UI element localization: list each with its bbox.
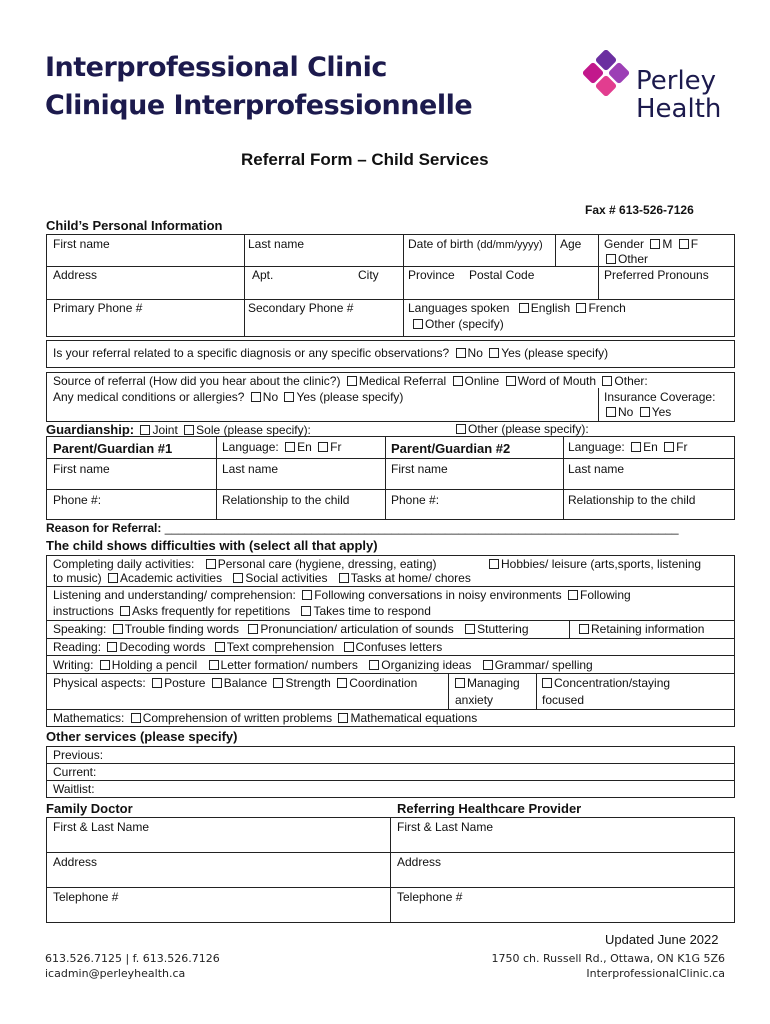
french-checkbox[interactable] <box>576 303 586 313</box>
guardian-2-heading: Parent/Guardian #2 <box>391 441 511 456</box>
gender-other-checkbox[interactable] <box>606 254 616 264</box>
child-first-name-field[interactable]: First name <box>53 237 110 251</box>
g2-fr-checkbox[interactable] <box>664 442 674 452</box>
hobbies-checkbox[interactable] <box>489 559 499 569</box>
source-label: Source of referral (How did you hear about the clinic?) <box>53 374 341 388</box>
g2-en-checkbox[interactable] <box>631 442 641 452</box>
child-info-heading: Child’s Personal Information <box>46 218 223 233</box>
pencil-checkbox[interactable] <box>100 660 110 670</box>
english-checkbox[interactable] <box>519 303 529 313</box>
footer-website[interactable]: InterprofessionalClinic.ca <box>586 967 725 980</box>
mathematics-row <box>53 711 477 726</box>
confuses-label: Confuses letters <box>355 640 443 654</box>
gender-other-label: Other <box>618 252 649 266</box>
noisy-checkbox[interactable] <box>302 590 312 600</box>
child-city-field[interactable]: City <box>358 268 379 282</box>
focused-label: focused <box>542 693 585 707</box>
tasks-home-label: Tasks at home/ chores <box>350 571 471 585</box>
child-pronouns-field[interactable]: Preferred Pronouns <box>604 268 709 282</box>
gender-m-label: M <box>662 237 673 251</box>
managing-checkbox[interactable] <box>455 678 465 688</box>
language-other-label: Other (specify) <box>425 317 504 331</box>
takes-time-label: Takes time to respond <box>313 604 431 618</box>
stuttering-checkbox[interactable] <box>465 624 475 634</box>
language-other-checkbox[interactable] <box>413 319 423 329</box>
finding-words-label: Trouble finding words <box>124 622 239 636</box>
academic-checkbox[interactable] <box>108 573 118 583</box>
languages-label: Languages spoken <box>408 301 510 315</box>
strength-checkbox[interactable] <box>273 678 283 688</box>
g1-fr-checkbox[interactable] <box>318 442 328 452</box>
doctor-name-field[interactable]: First & Last Name <box>53 820 150 834</box>
math-label: Mathematics: <box>53 711 125 725</box>
form-title: Referral Form – Child Services <box>241 150 489 169</box>
updated-date: Updated June 2022 <box>605 932 719 947</box>
diagnosis-yes-checkbox[interactable] <box>489 348 499 358</box>
coordination-checkbox[interactable] <box>337 678 347 688</box>
insurance-yes-checkbox[interactable] <box>640 407 650 417</box>
listening-row-2 <box>53 604 431 619</box>
g1-first-name-field[interactable]: First name <box>53 462 110 476</box>
family-doctor-heading: Family Doctor <box>46 801 133 816</box>
g2-en-label: En <box>643 440 658 454</box>
speaking-row <box>53 622 529 637</box>
diagnosis-no-label: No <box>467 346 483 360</box>
physical-label: Physical aspects: <box>53 676 146 690</box>
child-secondary-phone-field[interactable]: Secondary Phone # <box>248 301 354 315</box>
following-checkbox[interactable] <box>568 590 578 600</box>
equations-checkbox[interactable] <box>338 713 348 723</box>
social-checkbox[interactable] <box>233 573 243 583</box>
child-apt-field[interactable]: Apt. <box>252 268 274 282</box>
personal-care-checkbox[interactable] <box>206 559 216 569</box>
concentration-option <box>539 676 670 691</box>
child-address-field[interactable]: Address <box>53 268 98 282</box>
posture-label: Posture <box>164 676 206 690</box>
hobbies-option <box>486 557 701 572</box>
reason-for-referral[interactable] <box>46 521 679 536</box>
insurance-options <box>603 405 671 420</box>
joint-label: Joint <box>152 423 178 437</box>
word-of-mouth-label: Word of Mouth <box>517 374 597 388</box>
retaining-label: Retaining information <box>591 622 705 636</box>
referring-provider-heading: Referring Healthcare Provider <box>397 801 582 816</box>
perley-health-logo-icon <box>583 50 629 96</box>
word-of-mouth-checkbox[interactable] <box>506 376 516 386</box>
text-comp-label: Text comprehension <box>226 640 335 654</box>
letter-formation-label: Letter formation/ numbers <box>220 658 358 672</box>
posture-checkbox[interactable] <box>152 678 162 688</box>
hobbies-label-cont: to music) <box>53 571 102 585</box>
sole-checkbox[interactable] <box>184 425 194 435</box>
source-other-checkbox[interactable] <box>602 376 612 386</box>
dob-label: Date of birth <box>408 237 474 251</box>
sole-label: Sole (please specify): <box>196 423 311 437</box>
gender-f-label: F <box>690 237 699 251</box>
tasks-home-checkbox[interactable] <box>339 573 349 583</box>
pronunciation-checkbox[interactable] <box>248 624 258 634</box>
hobbies-label: Hobbies/ leisure (arts,sports, listening <box>501 557 702 571</box>
guardianship-label: Guardianship: <box>46 422 135 437</box>
conditions-yes-checkbox[interactable] <box>284 392 294 402</box>
conditions-label: Any medical conditions or allergies? <box>53 390 245 404</box>
clinic-name-fr: Clinique Interprofessionnelle <box>45 90 473 121</box>
brand-health: Health <box>636 94 722 124</box>
other-services-heading: Other services (please specify) <box>46 729 238 744</box>
medical-referral-label: Medical Referral <box>358 374 447 388</box>
child-last-name-field[interactable]: Last name <box>248 237 305 251</box>
g2-phone-field[interactable]: Phone #: <box>391 493 440 507</box>
text-comp-checkbox[interactable] <box>215 642 225 652</box>
child-postal-field[interactable]: Postal Code <box>469 268 535 282</box>
gender-m-checkbox[interactable] <box>650 239 660 249</box>
french-label: French <box>588 301 626 315</box>
repetitions-label: Asks frequently for repetitions <box>132 604 291 618</box>
child-primary-phone-field[interactable]: Primary Phone # <box>53 301 143 315</box>
conditions-yes-label: Yes (please specify) <box>296 390 404 404</box>
balance-label: Balance <box>223 676 268 690</box>
online-checkbox[interactable] <box>453 376 463 386</box>
medical-conditions <box>53 390 403 405</box>
diagnosis-yes-label: Yes (please specify) <box>501 346 609 360</box>
decoding-label: Decoding words <box>119 640 206 654</box>
insurance-no-checkbox[interactable] <box>606 407 616 417</box>
g1-phone-field[interactable]: Phone #: <box>53 493 102 507</box>
organizing-label: Organizing ideas <box>381 658 472 672</box>
guardian-1-language <box>222 440 341 455</box>
reason-line: _____________________________________________________________________________ <box>164 521 679 535</box>
stuttering-label: Stuttering <box>477 622 529 636</box>
english-label: English <box>530 301 571 315</box>
conditions-no-checkbox[interactable] <box>251 392 261 402</box>
daily-activities-row-2 <box>53 571 471 586</box>
guardianship-other-label: Other (please specify): <box>468 422 589 436</box>
daily-activities-row <box>53 557 437 572</box>
current-services-field[interactable]: Current: <box>53 765 97 779</box>
physical-row <box>53 676 417 691</box>
g1-fr-label: Fr <box>330 440 342 454</box>
difficulties-heading: The child shows difficulties with (select all that apply) <box>46 538 378 553</box>
provider-address-field[interactable]: Address <box>397 855 442 869</box>
doctor-phone-field[interactable]: Telephone # <box>53 890 119 904</box>
g1-relationship-field[interactable]: Relationship to the child <box>222 493 350 507</box>
insurance-no-label: No <box>618 405 634 419</box>
gender-f-checkbox[interactable] <box>679 239 689 249</box>
child-province-field[interactable]: Province <box>408 268 455 282</box>
medical-referral-checkbox[interactable] <box>347 376 357 386</box>
conditions-no-label: No <box>262 390 279 404</box>
languages-spoken <box>408 301 626 316</box>
following-label: Following <box>579 588 631 602</box>
insurance-yes-label: Yes <box>651 405 672 419</box>
daily-label: Completing daily activities: <box>53 557 195 571</box>
managing-label: Managing <box>467 676 520 690</box>
instructions-label: instructions <box>53 604 114 618</box>
waitlist-field[interactable]: Waitlist: <box>53 782 95 796</box>
listening-label: Listening and understanding/ comprehension: <box>53 588 296 602</box>
source-other-label: Other: <box>614 374 648 388</box>
organizing-checkbox[interactable] <box>369 660 379 670</box>
written-problems-label: Comprehension of written problems <box>142 711 333 725</box>
retaining-checkbox[interactable] <box>579 624 589 634</box>
strength-label: Strength <box>285 676 331 690</box>
g1-en-checkbox[interactable] <box>285 442 295 452</box>
finding-words-checkbox[interactable] <box>113 624 123 634</box>
footer-address: 1750 ch. Russell Rd., Ottawa, ON K1G 5Z6 <box>491 952 725 965</box>
writing-row <box>53 658 593 673</box>
child-age-field[interactable]: Age <box>560 237 582 251</box>
balance-checkbox[interactable] <box>212 678 222 688</box>
child-dob-field[interactable] <box>408 237 543 252</box>
joint-checkbox[interactable] <box>140 425 150 435</box>
g2-fr-label: Fr <box>676 440 688 454</box>
concentration-label: Concentration/staying <box>554 676 671 690</box>
listening-row <box>53 588 631 603</box>
managing-option <box>452 676 520 691</box>
previous-services-field[interactable]: Previous: <box>53 748 104 762</box>
concentration-checkbox[interactable] <box>542 678 552 688</box>
coordination-label: Coordination <box>349 676 418 690</box>
gender-label: Gender <box>604 237 645 251</box>
reading-label: Reading: <box>53 640 102 654</box>
provider-name-field[interactable]: First & Last Name <box>397 820 494 834</box>
decoding-checkbox[interactable] <box>107 642 117 652</box>
clinic-name-en: Interprofessional Clinic <box>45 52 387 83</box>
doctor-address-field[interactable]: Address <box>53 855 98 869</box>
brand-perley: Perley <box>636 66 717 96</box>
guardian-2-language <box>568 440 687 455</box>
g1-last-name-field[interactable]: Last name <box>222 462 279 476</box>
g1-en-label: En <box>297 440 312 454</box>
takes-time-checkbox[interactable] <box>301 606 311 616</box>
letter-formation-checkbox[interactable] <box>209 660 219 670</box>
reading-row <box>53 640 442 655</box>
other-services-table <box>46 746 735 798</box>
grammar-label: Grammar/ spelling <box>494 658 593 672</box>
writing-label: Writing: <box>53 658 94 672</box>
speaking-label: Speaking: <box>53 622 107 636</box>
anxiety-label: anxiety <box>455 693 494 707</box>
online-label: Online <box>464 374 500 388</box>
academic-label: Academic activities <box>120 571 223 585</box>
pronunciation-label: Pronunciation/ articulation of sounds <box>260 622 454 636</box>
reason-label: Reason for Referral: <box>46 521 162 535</box>
language-other <box>410 317 504 332</box>
repetitions-checkbox[interactable] <box>120 606 130 616</box>
g2-last-name-field[interactable]: Last name <box>568 462 625 476</box>
equations-label: Mathematical equations <box>350 711 478 725</box>
grammar-checkbox[interactable] <box>483 660 493 670</box>
diagnosis-no-checkbox[interactable] <box>456 348 466 358</box>
noisy-label: Following conversations in noisy environments <box>314 588 562 602</box>
gender-other-option <box>603 252 648 267</box>
insurance-label: Insurance Coverage: <box>604 390 716 404</box>
guardianship-other-checkbox[interactable] <box>456 424 466 434</box>
referral-source <box>53 374 648 389</box>
diagnosis-question <box>53 346 608 361</box>
fax-number: Fax # 613-526-7126 <box>585 203 694 217</box>
personal-care-label: Personal care (hygiene, dressing, eating) <box>217 557 437 571</box>
child-gender-field <box>604 237 698 252</box>
guardian-1-heading: Parent/Guardian #1 <box>53 441 173 456</box>
g1-language-label: Language: <box>222 440 279 454</box>
diagnosis-label: Is your referral related to a specific diagnosis or any specific observations? <box>53 346 450 360</box>
g2-relationship-field[interactable]: Relationship to the child <box>568 493 696 507</box>
guardianship-other <box>453 422 589 437</box>
g2-language-label: Language: <box>568 440 625 454</box>
footer-email[interactable]: icadmin@perleyhealth.ca <box>45 967 186 980</box>
social-label: Social activities <box>245 571 328 585</box>
confuses-checkbox[interactable] <box>344 642 354 652</box>
provider-phone-field[interactable]: Telephone # <box>397 890 463 904</box>
written-problems-checkbox[interactable] <box>131 713 141 723</box>
g2-first-name-field[interactable]: First name <box>391 462 448 476</box>
dob-format: (dd/mm/yyyy) <box>476 239 543 251</box>
pencil-label: Holding a pencil <box>111 658 198 672</box>
retaining-option <box>576 622 704 637</box>
footer-phones: 613.526.7125 | f. 613.526.7126 <box>45 952 220 965</box>
